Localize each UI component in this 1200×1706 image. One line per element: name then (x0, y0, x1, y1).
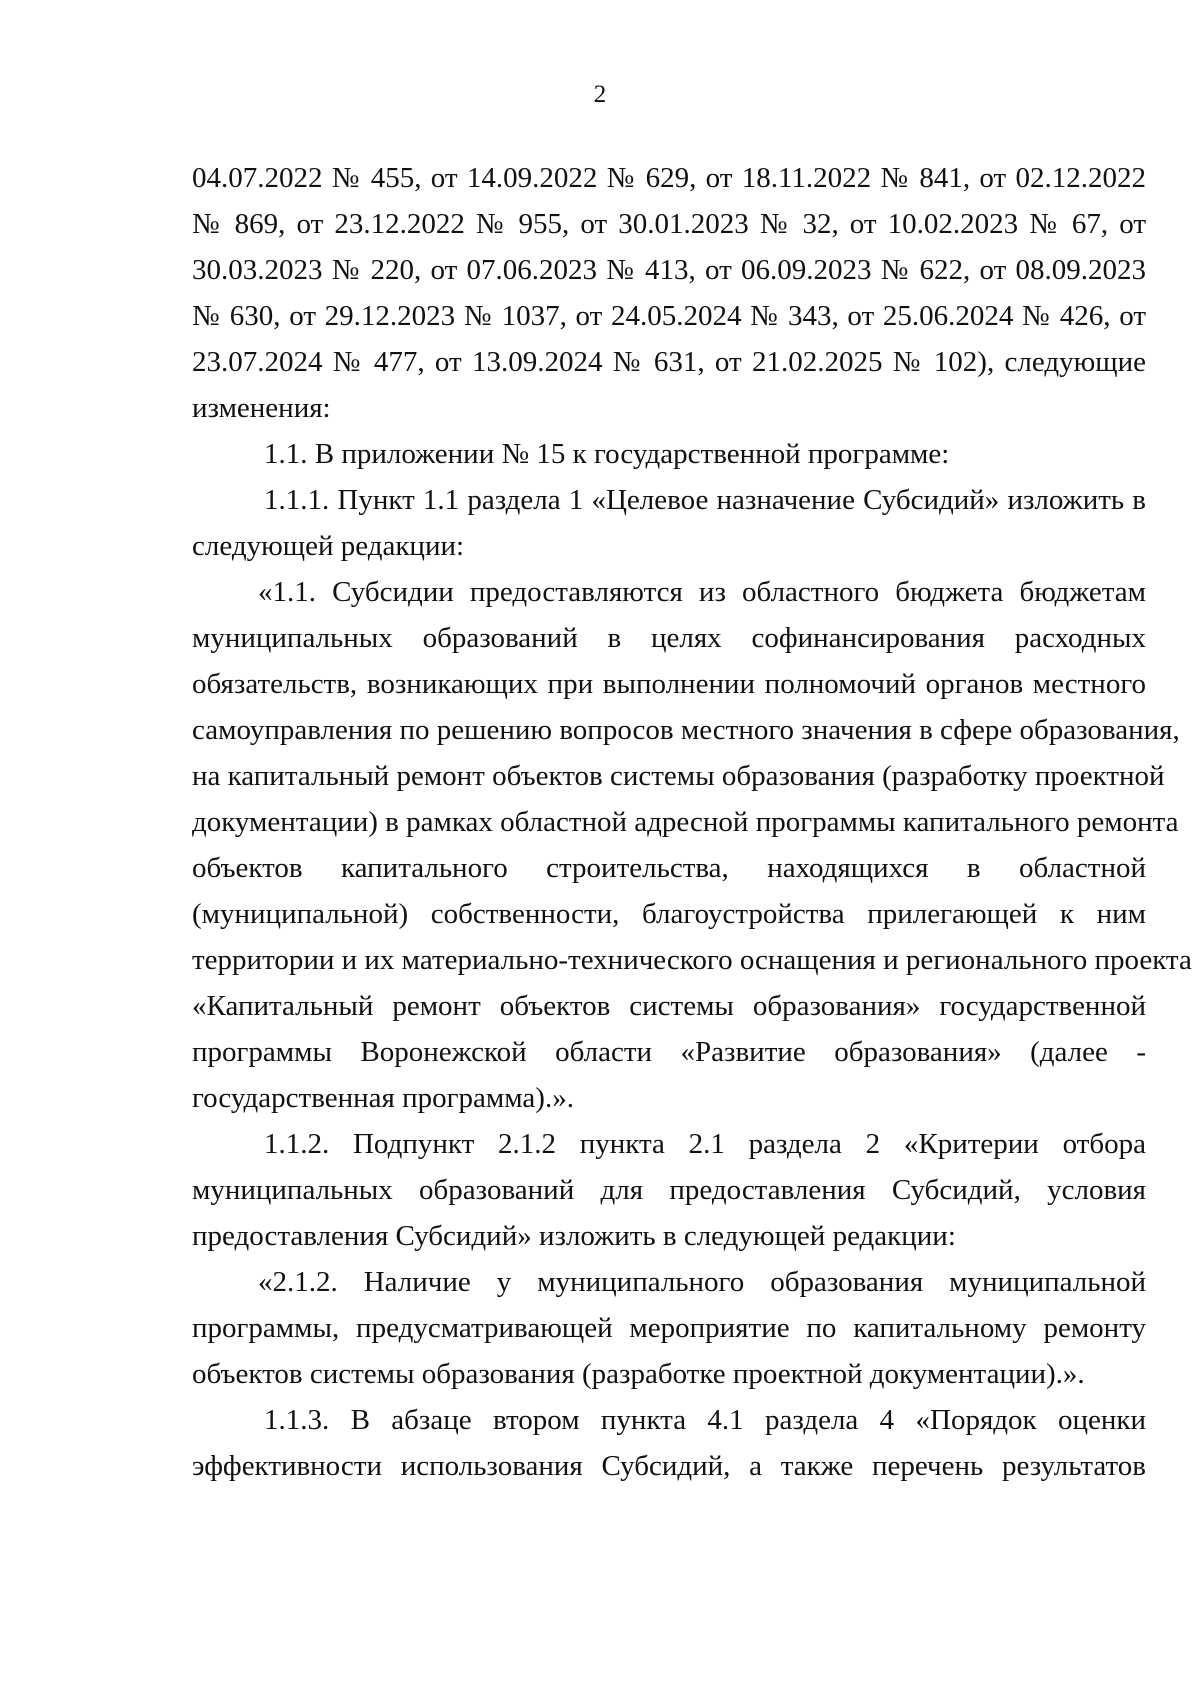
text-line: программы Воронежской области «Развитие образования» (далее - (192, 1036, 1146, 1068)
text-line: 30.03.2023 № 220, от 07.06.2023 № 413, от 06.09.2023 № 622, от 08.09.2023 (192, 254, 1146, 286)
text-line: «Капитальный ремонт объектов системы образования» государственной (192, 990, 1146, 1022)
text-line: 23.07.2024 № 477, от 13.09.2024 № 631, от 21.02.2025 № 102), следующие (192, 346, 1146, 378)
text-line: государственная программа).». (192, 1082, 574, 1114)
text-line: № 630, от 29.12.2023 № 1037, от 24.05.2024 № 343, от 25.06.2024 № 426, от (192, 300, 1146, 332)
text-line: документации) в рамках областной адресной программы капитального ремонта (192, 806, 1179, 838)
text-line: программы, предусматривающей мероприятие по капитальному ремонту (192, 1312, 1146, 1344)
text-line: предоставления Субсидий» изложить в следующей редакции: (192, 1220, 956, 1252)
text-line: муниципальных образований в целях софинансирования расходных (192, 622, 1146, 654)
text-line: «2.1.2. Наличие у муниципального образования муниципальной (258, 1266, 1146, 1298)
text-line: 1.1.3. В абзаце втором пункта 4.1 раздела 4 «Порядок оценки (264, 1404, 1146, 1436)
text-line: объектов системы образования (разработке проектной документации).». (192, 1358, 1085, 1390)
text-line: на капитальный ремонт объектов системы образования (разработку проектной (192, 760, 1165, 792)
text-line: 1.1.1. Пункт 1.1 раздела 1 «Целевое назначение Субсидий» изложить в (264, 484, 1146, 516)
text-line: эффективности использования Субсидий, а также перечень результатов (192, 1450, 1146, 1482)
text-line: «1.1. Субсидии предоставляются из областного бюджета бюджетам (258, 576, 1146, 608)
text-line: (муниципальной) собственности, благоустройства прилегающей к ним (192, 898, 1146, 930)
text-line: № 869, от 23.12.2022 № 955, от 30.01.2023 № 32, от 10.02.2023 № 67, от (192, 208, 1146, 240)
text-line: 1.1.2. Подпункт 2.1.2 пункта 2.1 раздела 2 «Критерии отбора (264, 1128, 1146, 1160)
text-line: объектов капитального строительства, находящихся в областной (192, 852, 1146, 884)
text-line: муниципальных образований для предоставления Субсидий, условия (192, 1174, 1146, 1206)
text-line: 04.07.2022 № 455, от 14.09.2022 № 629, от 18.11.2022 № 841, от 02.12.2022 (192, 162, 1146, 194)
text-line: территории и их материально-технического оснащения и регионального проекта (192, 944, 1192, 976)
page-number: 2 (593, 81, 607, 108)
text-line: самоуправления по решению вопросов местного значения в сфере образования, (192, 714, 1180, 746)
text-line: 1.1. В приложении № 15 к государственной программе: (264, 438, 950, 470)
text-line: обязательств, возникающих при выполнении полномочий органов местного (192, 668, 1146, 700)
text-line: следующей редакции: (192, 530, 465, 562)
text-line: изменения: (192, 392, 331, 424)
